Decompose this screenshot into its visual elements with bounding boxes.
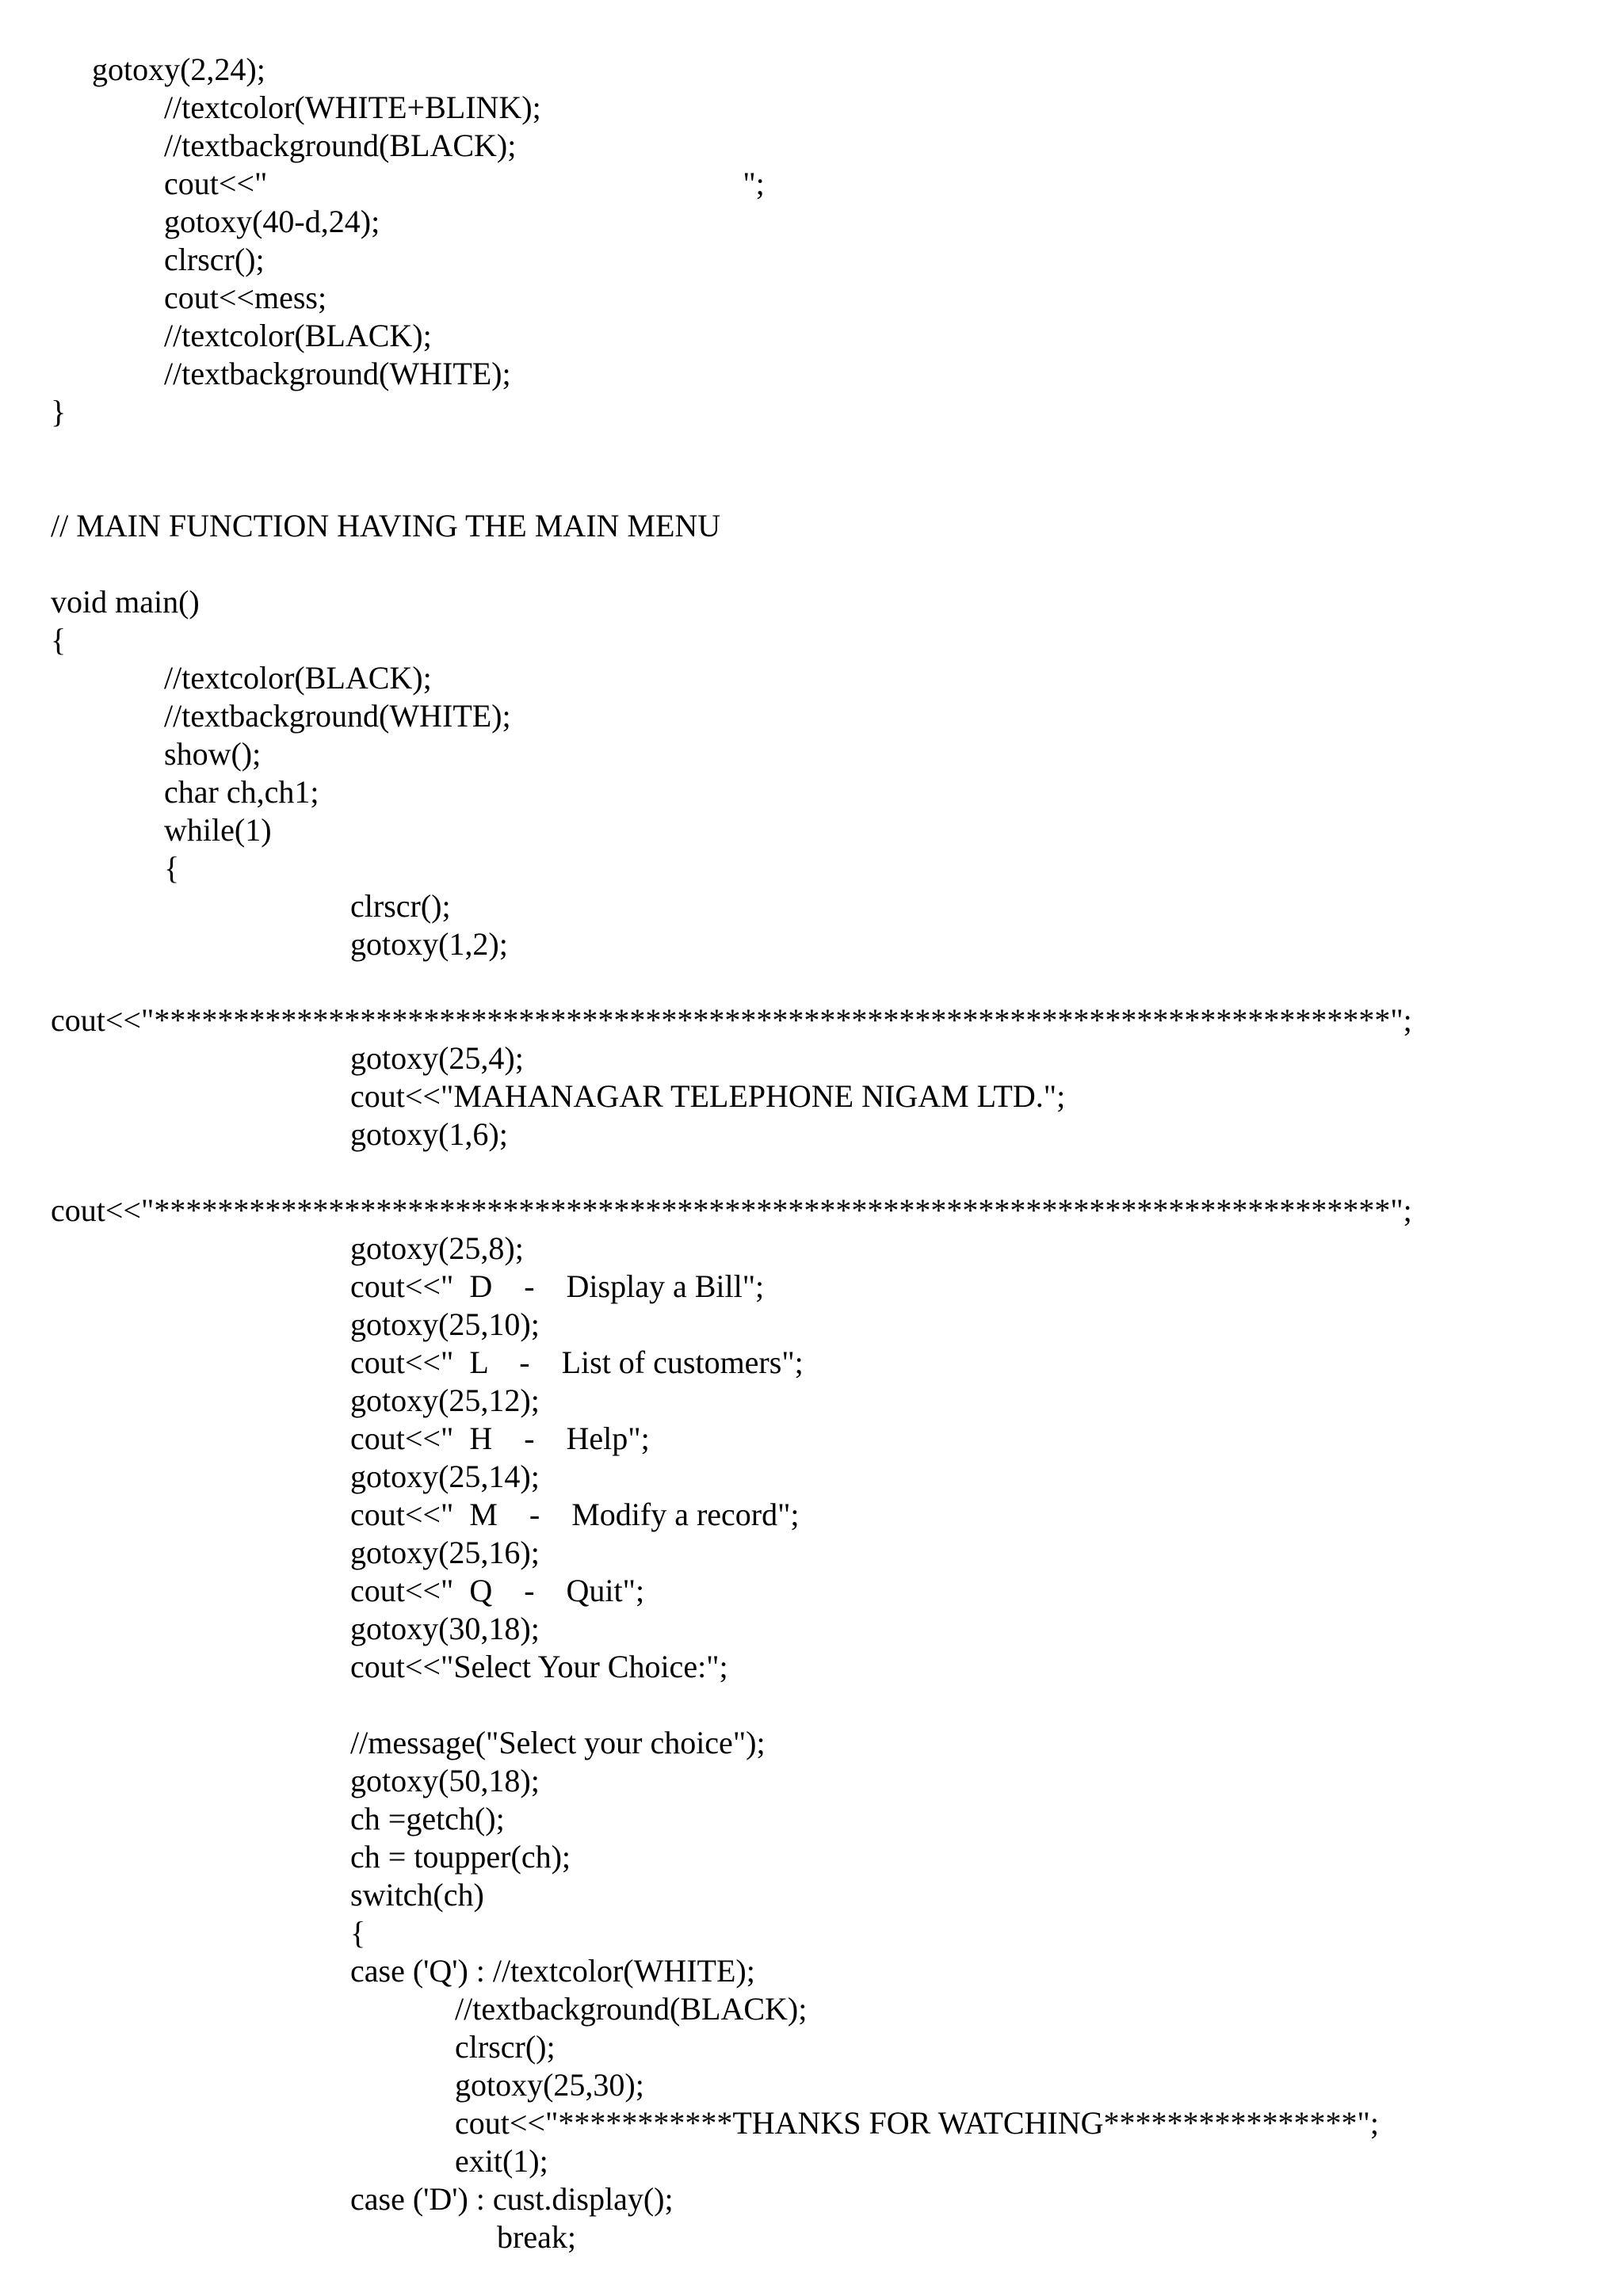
code-line: cout<<"Select Your Choice:";	[350, 1649, 728, 1684]
code-line: exit(1);	[455, 2143, 548, 2179]
code-line: cout<<"******************************************************************************";	[51, 1002, 1412, 1038]
code-line: //message("Select your choice");	[350, 1725, 766, 1760]
code-line: {	[164, 850, 180, 886]
code-line: clrscr();	[164, 242, 265, 277]
code-line: cout<<" D - Display a Bill";	[350, 1268, 765, 1304]
code-line: while(1)	[164, 812, 272, 848]
code-line: break;	[497, 2219, 576, 2255]
code-line: //textcolor(BLACK);	[164, 318, 432, 353]
code-line: ch = toupper(ch);	[350, 1839, 571, 1875]
code-line: clrscr();	[455, 2029, 556, 2065]
code-line: //textbackground(BLACK);	[164, 128, 517, 163]
code-line: gotoxy(40-d,24);	[164, 204, 380, 239]
code-line: char ch,ch1;	[164, 774, 319, 810]
code-line: case ('Q') : //textcolor(WHITE);	[350, 1953, 755, 1989]
code-line: //textbackground(BLACK);	[455, 1991, 808, 2027]
code-line: {	[350, 1915, 366, 1951]
code-line: gotoxy(25,30);	[455, 2067, 644, 2103]
code-line: gotoxy(2,24);	[92, 51, 265, 87]
code-line: void main()	[51, 584, 200, 620]
code-line: switch(ch)	[350, 1877, 484, 1913]
code-line: {	[51, 622, 67, 658]
code-line: gotoxy(1,2);	[350, 926, 508, 962]
code-line: gotoxy(25,10);	[350, 1306, 540, 1342]
code-line: show();	[164, 736, 262, 772]
code-line: case ('D') : cust.display();	[350, 2181, 674, 2217]
section-comment: // MAIN FUNCTION HAVING THE MAIN MENU	[51, 508, 721, 543]
code-line: cout<<" H - Help";	[350, 1421, 650, 1456]
code-line: //textcolor(BLACK);	[164, 660, 432, 696]
code-line: gotoxy(25,12);	[350, 1383, 540, 1418]
code-line: //textbackground(WHITE);	[164, 698, 511, 734]
code-line: gotoxy(25,4);	[350, 1040, 524, 1076]
code-line: gotoxy(25,8);	[350, 1230, 524, 1266]
code-line: cout<<"***********THANKS FOR WATCHING****************";	[455, 2105, 1379, 2141]
code-line: gotoxy(1,6);	[350, 1116, 508, 1152]
code-line: //textcolor(WHITE+BLINK);	[164, 90, 541, 125]
code-line: gotoxy(25,14);	[350, 1459, 540, 1494]
code-line: cout<<"MAHANAGAR TELEPHONE NIGAM LTD.";	[350, 1078, 1066, 1114]
code-line: }	[51, 394, 67, 429]
code-line: cout<<" ";	[164, 166, 765, 201]
code-line: gotoxy(25,16);	[350, 1535, 540, 1570]
code-line: cout<<" L - List of customers";	[350, 1344, 804, 1380]
code-line: ch =getch();	[350, 1801, 505, 1836]
code-line: gotoxy(30,18);	[350, 1611, 540, 1646]
code-line: clrscr();	[350, 888, 451, 924]
code-line: gotoxy(50,18);	[350, 1763, 540, 1798]
code-line: cout<<" M - Modify a record";	[350, 1497, 800, 1532]
code-line: cout<<" Q - Quit";	[350, 1573, 645, 1608]
code-line: cout<<mess;	[164, 280, 327, 315]
code-line: cout<<"******************************************************************************";	[51, 1192, 1412, 1228]
code-line: //textbackground(WHITE);	[164, 356, 511, 391]
